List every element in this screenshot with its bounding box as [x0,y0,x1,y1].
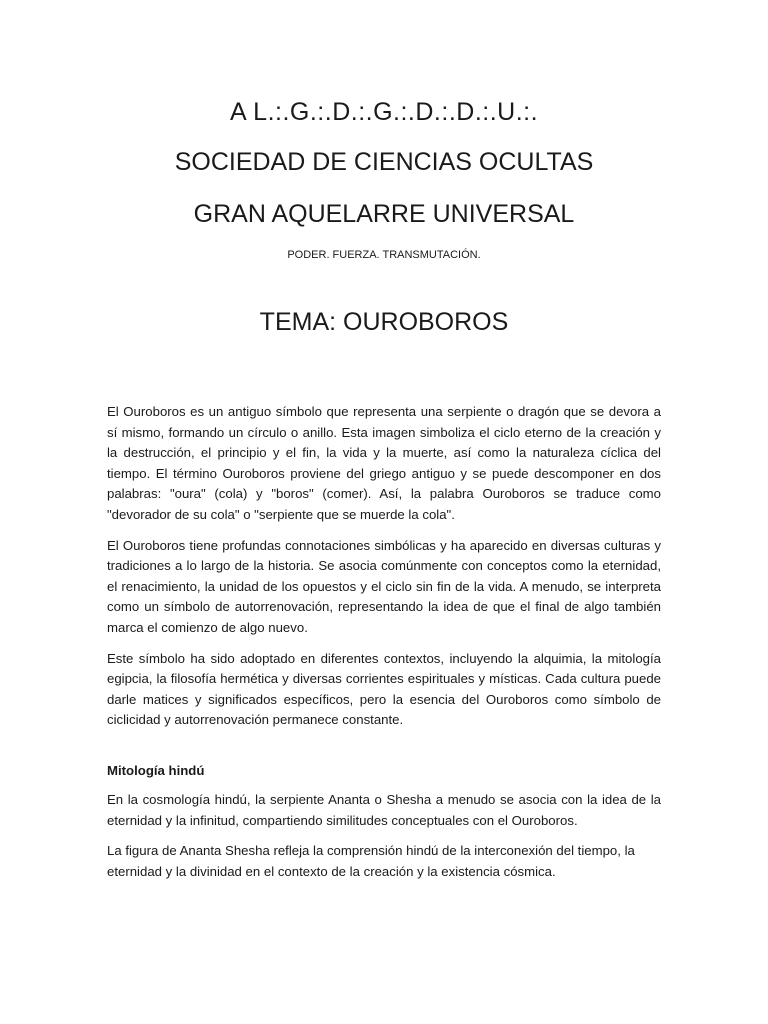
document-header [107,0,661,339]
hindu-paragraph-1: En la cosmología hindú, la serpiente Ananta o Shesha a menudo se asocia con la idea de la eternidad y la infinitud, compartiendo similitudes conceptuales con el Ouroboros. [107,791,661,828]
lodge-title: A L.:.G.:.D.:.G.:.D.:.D.:.U.:. [229,98,539,126]
document-body [107,402,661,882]
intro-paragraph-3: Este símbolo ha sido adoptado en diferentes contextos, incluyendo la alquimia, la mitología egipcia, la filosofía hermética y diversas corrientes espirituales y místicas. Cada cultura puede darle matices y significados específicos, pero la esencia del Ouroboros como símbolo de ciclicidad y autorrenovación permanece constante. [107,650,661,728]
hindu-paragraph-2: La figura de Ananta Shesha refleja la comprensión hindú de la interconexión del tiempo, la eternidad y la divinidad en el contexto de la creación y la existencia cósmica. [107,843,635,879]
section-heading-hindu: Mitología hindú [107,762,205,778]
intro-paragraph-1: El Ouroboros es un antiguo símbolo que representa una serpiente o dragón que se devora a sí mismo, formando un círculo o anillo. Esta imagen simboliza el ciclo eterno de la creación y la destrucción, el principio y el fin, la vida y la muerte, así como la naturaleza cíclica del tiempo. El término Ouroboros proviene del griego antiguo y se puede descomponer en dos palabras: "oura" (cola) y "boros" (comer). Así, la palabra Ouroboros se traduce como "devorador de su cola" o "serpiente que se muerde la cola". [107,404,661,522]
motto: PODER. FUERZA. TRANSMUTACIÓN. [287,249,481,261]
theme-title: TEMA: OUROBOROS [259,308,509,336]
society-title: SOCIEDAD DE CIENCIAS OCULTAS [174,148,594,176]
group-title: GRAN AQUELARRE UNIVERSAL [193,200,575,228]
intro-paragraph-2: El Ouroboros tiene profundas connotaciones simbólicas y ha aparecido en diversas culturas y tradiciones a lo largo de la historia. Se asocia comúnmente con conceptos como la eternidad, el renacimiento, la unidad de los opuestos y el ciclo sin fin de la vida. A menudo, se interpreta como un símbolo de autorrenovación, representando la idea de que el final de algo también marca el comienzo de algo nuevo. [107,537,661,635]
